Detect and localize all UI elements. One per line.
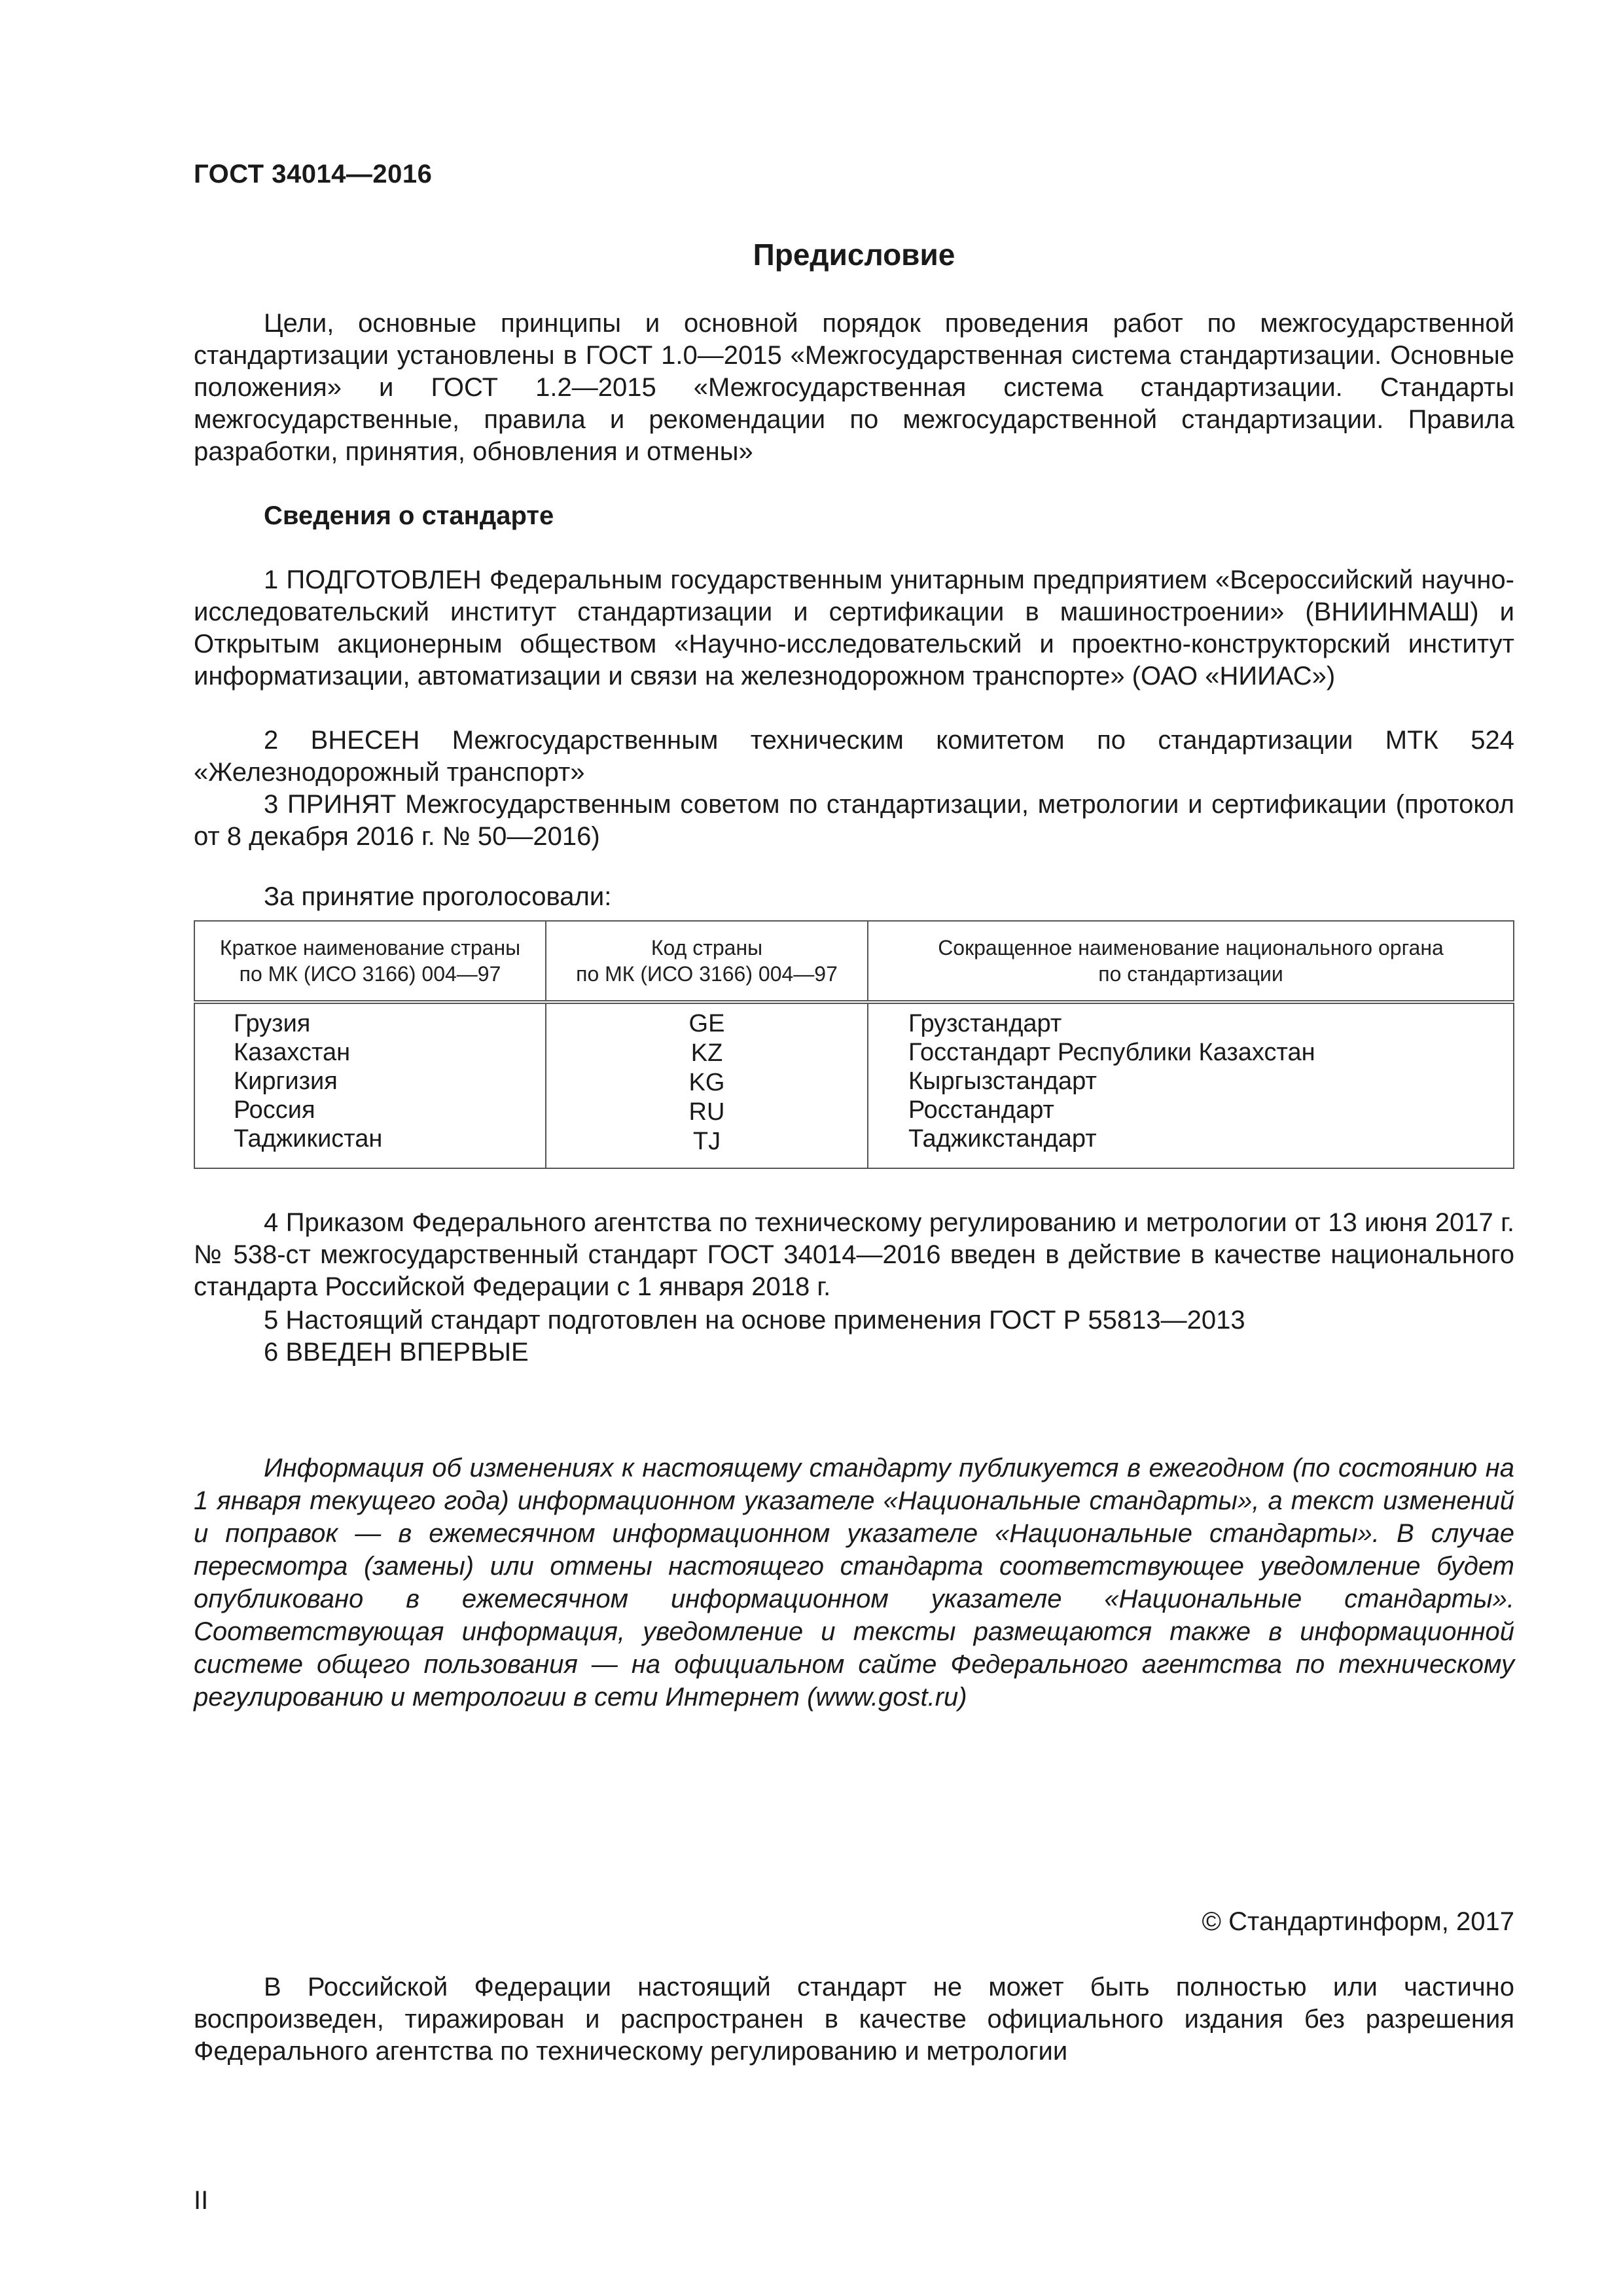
list-item: Госстандарт Республики Казахстан bbox=[908, 1039, 1315, 1066]
list-item: Росстандарт bbox=[908, 1096, 1054, 1124]
list-item: TJ bbox=[692, 1128, 721, 1155]
list-item: Грузия bbox=[234, 1010, 311, 1037]
item-2-submitted: 2 ВНЕСЕН Межгосударственным техническим комитетом по стандартизации МТК 524 «Железнодорожный транспорт» bbox=[194, 726, 1514, 787]
voted-label: За принятие проголосовали: bbox=[264, 882, 612, 911]
list-item: Грузстандарт bbox=[908, 1010, 1062, 1037]
country-cell bbox=[194, 1002, 546, 1168]
document-code: ГОСТ 34014—2016 bbox=[194, 160, 433, 188]
reproduction-rights: В Российской Федерации настоящий стандарт не может быть полностью или частично воспроизведен, тиражирован и распространен в качестве официального издания без разрешения Федерального агентства по техническому регулированию и метрологии bbox=[194, 1973, 1514, 2066]
item-4-order: 4 Приказом Федерального агентства по техническому регулированию и метрологии от 13 июня 2017 г. № 538-ст межгосударственный стандарт ГОСТ 34014—2016 введен в действие в качестве национального стандарта Российской Федерации с 1 января 2018 г. bbox=[194, 1208, 1514, 1301]
amendments-notice: Информация об изменениях к настоящему стандарту публикуется в ежегодном (по состоянию на 1 января текущего года) информационном указателе «Национальные стандарты», а текст изменений и поправок — в ежемесячном информационном указателе «Национальные стандарты». В случае пересмотра (замены) или отмены настоящего стандарта соответствующее уведомление будет опубликовано в ежемесячном информационном указателе «Национальные стандарты». Соответствующая информация, уведомление и тексты размещаются также в информационной системе общего пользования — на официальном сайте Федерального агентства по техническому регулированию и метрологии в сети Интернет (www.gost.ru) bbox=[194, 1454, 1514, 1712]
table-body-row bbox=[194, 1002, 1514, 1168]
list-item: Таджикстандарт bbox=[908, 1125, 1097, 1153]
list-item: Казахстан bbox=[234, 1039, 351, 1066]
header-org: Сокращенное наименование национального органа по стандартизации bbox=[868, 921, 1514, 1002]
list-item: Кыргызстандарт bbox=[908, 1067, 1097, 1095]
list-item: Россия bbox=[234, 1096, 315, 1124]
copyright: © Стандартинформ, 2017 bbox=[1202, 1907, 1514, 1936]
voting-table bbox=[194, 920, 1514, 1169]
list-item: KZ bbox=[690, 1039, 723, 1067]
header-code: Код страны по МК (ИСО 3166) 004—97 bbox=[546, 921, 868, 1002]
item-1-prepared: 1 ПОДГОТОВЛЕН Федеральным государственным унитарным предприятием «Всероссийский научно-исследовательский институт стандартизации и сертификации в машиностроении» (ВНИИНМАШ) и Открытым акционерным обществом «Научно-исследовательский и проектно-конструкторский институт информатизации, автоматизации и связи на железнодорожном транспорте» (ОАО «НИИАС») bbox=[194, 565, 1514, 691]
list-item: Киргизия bbox=[234, 1067, 338, 1095]
page-number: II bbox=[194, 2186, 209, 2215]
item-3-adopted: 3 ПРИНЯТ Межгосударственным советом по стандартизации, метрологии и сертификации (протокол от 8 декабря 2016 г. № 50—2016) bbox=[194, 790, 1514, 851]
page-title: Предисловие bbox=[753, 238, 955, 272]
table-header-row bbox=[194, 921, 1514, 1002]
list-item: Таджикистан bbox=[234, 1125, 383, 1153]
list-item: RU bbox=[688, 1098, 725, 1126]
org-cell bbox=[868, 1002, 1514, 1168]
intro-paragraph: Цели, основные принципы и основной порядок проведения работ по межгосударственной стандартизации установлены в ГОСТ 1.0—2015 «Межгосударственная система стандартизации. Основные положения» и ГОСТ 1.2—2015 «Межгосударственная система стандартизации. Стандарты межгосударственные, правила и рекомендации по межгосударственной стандартизации. Правила разработки, принятия, обновления и отмены» bbox=[194, 309, 1514, 466]
document-page bbox=[194, 0, 1514, 2296]
item-6-introduced: 6 ВВЕДЕН ВПЕРВЫЕ bbox=[264, 1338, 529, 1367]
item-5-basis: 5 Настоящий стандарт подготовлен на основе применения ГОСТ Р 55813—2013 bbox=[264, 1306, 1245, 1335]
list-item: GE bbox=[688, 1010, 725, 1037]
code-cell bbox=[546, 1002, 868, 1168]
info-heading: Сведения о стандарте bbox=[264, 501, 554, 530]
header-country: Краткое наименование страны по МК (ИСО 3166) 004—97 bbox=[194, 921, 546, 1002]
list-item: KG bbox=[688, 1069, 725, 1096]
